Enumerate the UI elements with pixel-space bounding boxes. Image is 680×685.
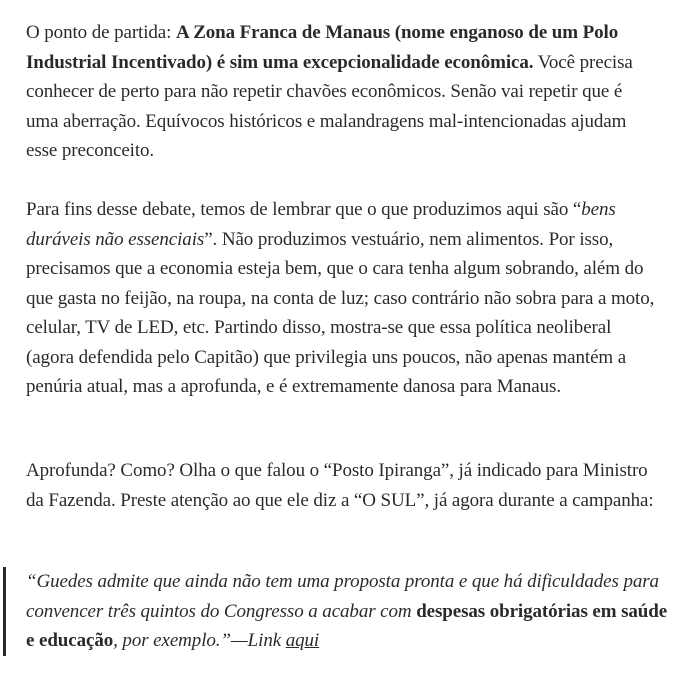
source-link[interactable]: aqui bbox=[285, 630, 320, 651]
paragraph-rest: ”. Não produzimos vestuário, nem alimentos. Por isso, precisamos que a economia esteja bem, que o cara tenha algum sobrando, além do que gasta no feijão, na roupa, na conta de luz; caso contrário não sobra para a moto, celular, TV de LED, etc. Partindo disso, mostra-se que essa política neoliberal (agora defendida pelo Capitão) que privilegia uns poucos, não apenas mantém a penúria atual, mas a aprofunda, e é extremamente danosa para Manaus. bbox=[26, 228, 655, 397]
bold-statement: A Zona Franca de Manaus (nome enganoso de um Polo Industrial Incentivado) é sim uma excepcionalidade econômica. bbox=[26, 22, 619, 73]
paragraph-lead: O ponto de partida: bbox=[26, 22, 176, 43]
italic-term: bens duráveis não essenciais bbox=[26, 199, 616, 250]
blockquote bbox=[3, 567, 676, 656]
paragraph-debate bbox=[26, 195, 656, 402]
paragraph-question: Aprofunda? Como? Olha o que falou o “Posto Ipiranga”, já indicado para Ministro da Fazenda. Preste atenção ao que ele diz a “O SUL”, já agora durante a campanha: bbox=[26, 460, 654, 511]
paragraph-rest: Você precisa conhecer de perto para não repetir chavões econômicos. Senão vai repetir que é uma aberração. Equívocos históricos e malandragens mal-intencionadas ajudam esse preconceito. bbox=[26, 51, 633, 161]
quote-bold: despesas obrigatórias em saúde e educação bbox=[26, 600, 668, 651]
paragraph-lead: Para fins desse debate, temos de lembrar que o que produzimos aqui são “ bbox=[26, 199, 582, 220]
paragraph-starting-point bbox=[26, 18, 656, 166]
quote-lead: “Guedes admite que ainda não tem uma proposta pronta e que há dificuldades para convencer três quintos do Congresso a acabar com bbox=[26, 571, 659, 622]
quote-rest: , por exemplo.”—Link bbox=[113, 630, 286, 651]
quote-text bbox=[26, 567, 676, 656]
